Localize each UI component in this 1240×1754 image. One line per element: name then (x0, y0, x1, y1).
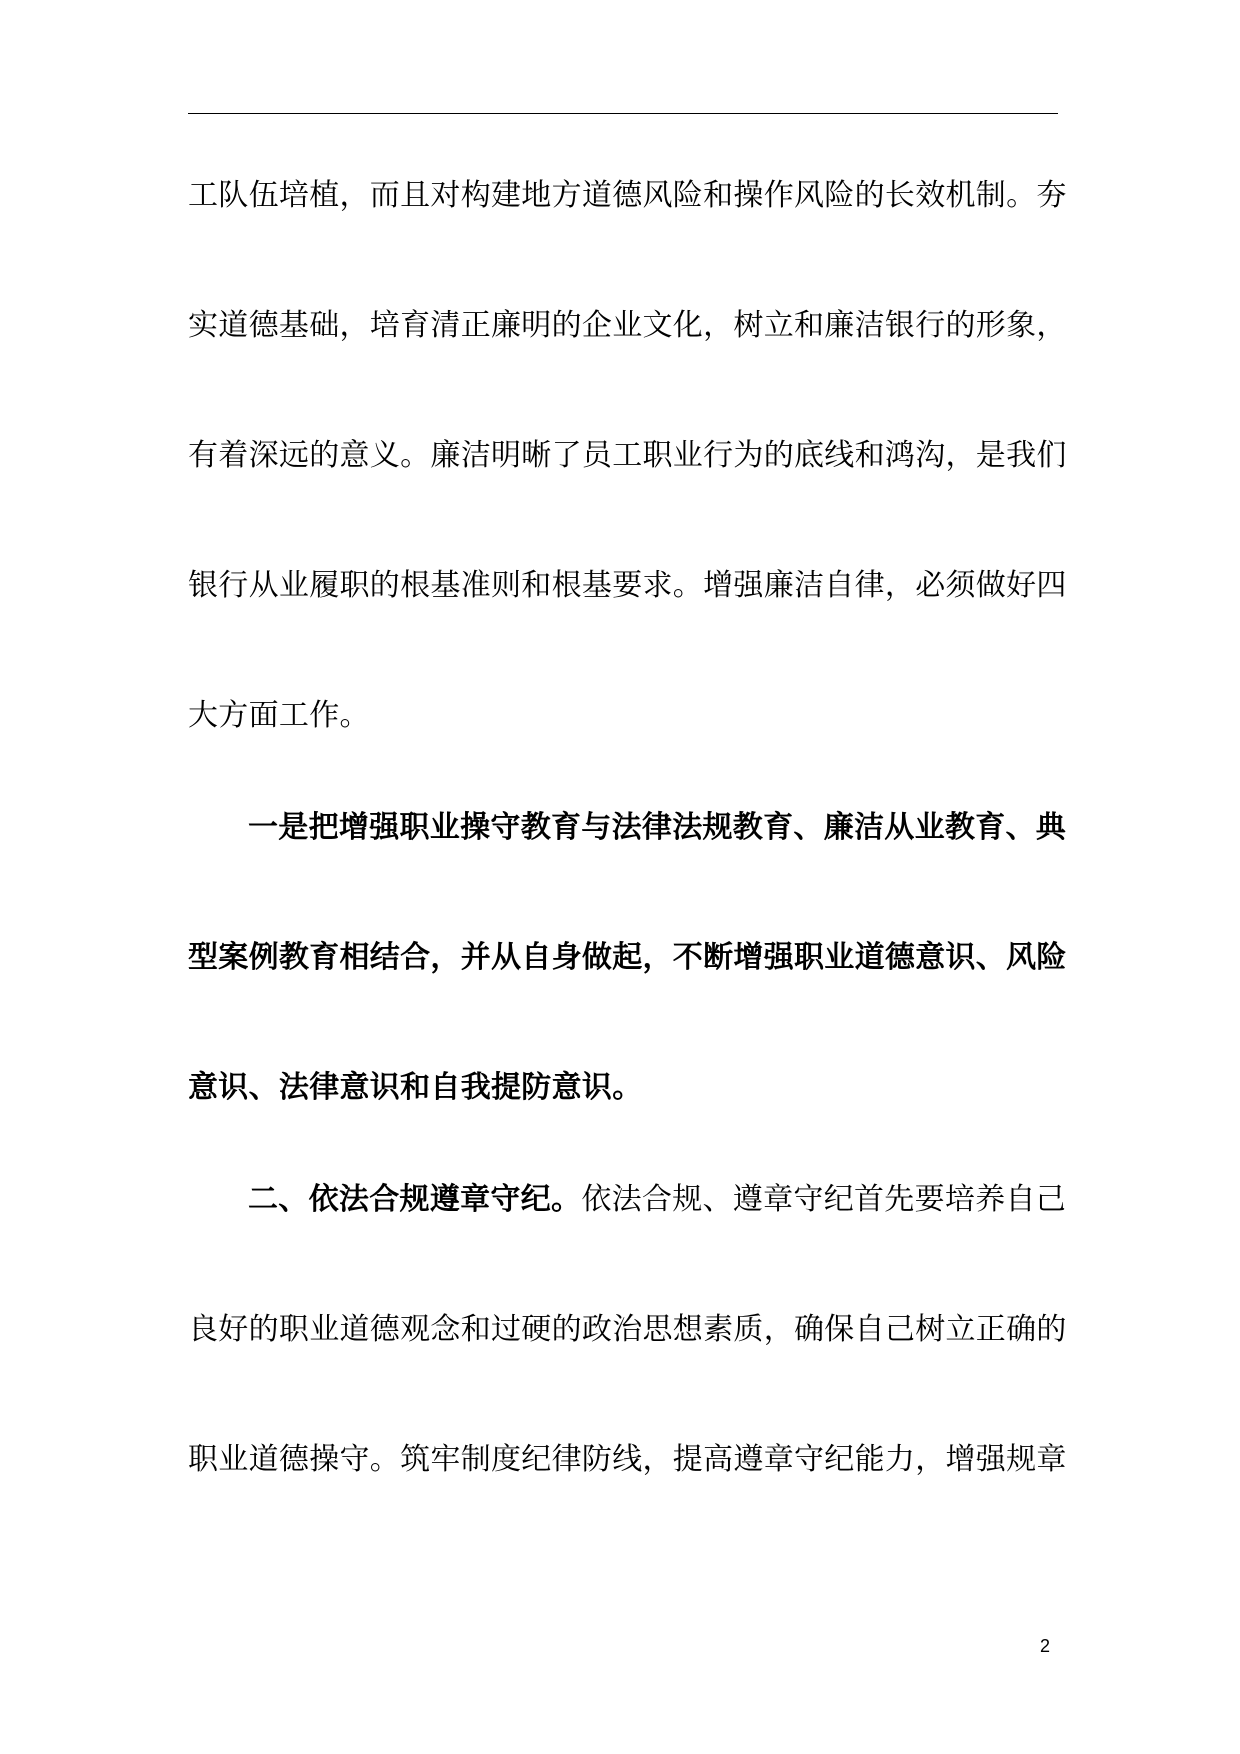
text-segment: 良好的职业道德观念和过硬的政治思想素质，确保自己树立正确的 (188, 1312, 1067, 1347)
text-line (188, 176, 1068, 216)
text-line (188, 566, 1068, 606)
section-heading: 二、依法合规遵章守纪。 (248, 1182, 582, 1217)
text-line (188, 1068, 1068, 1108)
text-segment: 有着深远的意义。廉洁明晰了员工职业行为的底线和鸿沟，是我们 (188, 438, 1067, 473)
text-line (188, 436, 1068, 476)
header-rule (188, 113, 1058, 114)
text-segment: 依法合规、遵章守纪首先要培养自己 (581, 1182, 1067, 1217)
text-line (188, 1180, 1128, 1220)
text-segment-bold: 型案例教育相结合，并从自身做起，不断增强职业道德意识、风险 (188, 940, 1067, 975)
text-line (188, 808, 1128, 848)
text-segment-bold: 意识、法律意识和自我提防意识。 (188, 1070, 643, 1105)
text-line (188, 696, 1068, 736)
text-segment: 实道德基础，培育清正廉明的企业文化，树立和廉洁银行的形象， (188, 308, 1067, 343)
text-segment: 大方面工作。 (188, 698, 370, 733)
text-line (188, 938, 1068, 978)
text-segment: 银行从业履职的根基准则和根基要求。增强廉洁自律，必须做好四 (188, 568, 1067, 603)
page-number: 2 (1040, 1636, 1051, 1656)
text-segment-bold: 一是把增强职业操守教育与法律法规教育、廉洁从业教育、典 (248, 810, 1067, 845)
text-line (188, 1310, 1068, 1350)
text-segment: 职业道德操守。筑牢制度纪律防线，提高遵章守纪能力，增强规章 (188, 1442, 1067, 1477)
text-line (188, 1440, 1068, 1480)
text-line (188, 306, 1068, 346)
text-segment: 工队伍培植，而且对构建地方道德风险和操作风险的长效机制。夯 (188, 178, 1067, 213)
